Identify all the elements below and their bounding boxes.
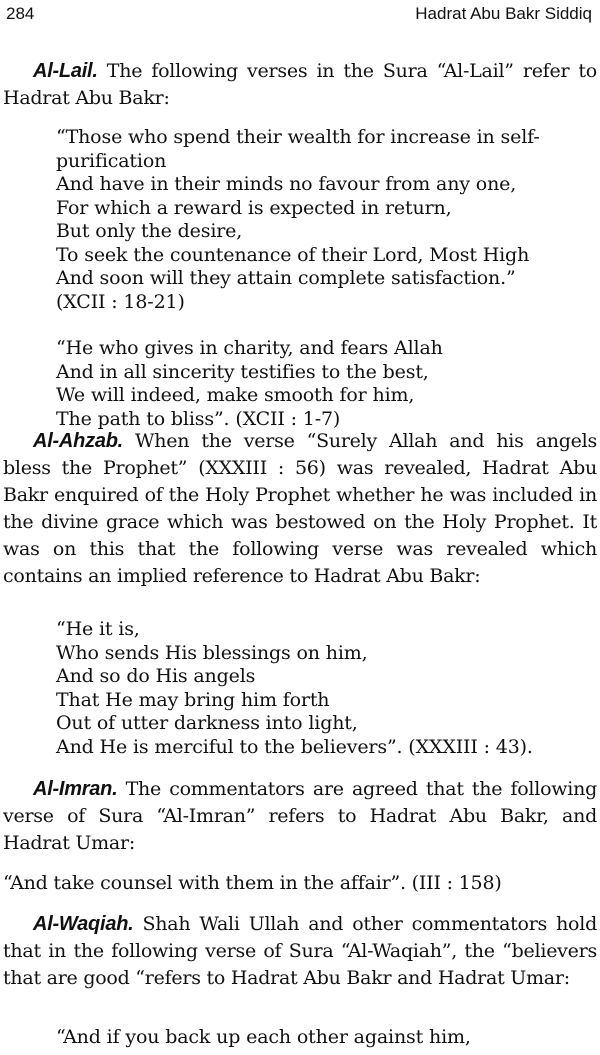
verse-line: Who sends His blessings on him, bbox=[56, 641, 368, 664]
verse-line: And He is merciful to the believers”. (XXXIII : 43). bbox=[56, 735, 533, 758]
page-number: 284 bbox=[6, 4, 35, 23]
verse-line: For which a reward is expected in return, bbox=[56, 196, 452, 219]
verse-line: And soon will they attain complete satisfaction.” bbox=[56, 267, 516, 289]
section-label-al-lail: Al-Lail. bbox=[33, 60, 98, 82]
section-label-al-ahzab: Al-Ahzab. bbox=[33, 430, 123, 452]
paragraph-al-ahzab bbox=[3, 428, 597, 590]
paragraph-text: Shah Wali Ullah and other commentators hold that in the following verse of Sura “Al-Waqiah”, the “believers that are good “refers to Hadrat Abu Bakr and Hadrat Umar: bbox=[3, 913, 597, 989]
paragraph-text: The following verses in the Sura “Al-Lail” refer to Hadrat Abu Bakr: bbox=[3, 60, 597, 109]
paragraph-text: When the verse “Surely Allah and his angels bless the Prophet” (XXXIII : 56) was revealed, Hadrat Abu Bakr enquired of the Holy Prophet whether he was included in the divine grace which was bestowed on the Holy Prophet. It was on this that the following verse was revealed which contains an implied reference to Hadrat Abu Bakr: bbox=[3, 430, 597, 587]
verse-line: That He may bring him forth bbox=[56, 688, 330, 711]
running-title: Hadrat Abu Bakr Siddiq bbox=[415, 4, 592, 23]
paragraph-al-imran bbox=[3, 776, 597, 857]
paragraph-al-lail bbox=[3, 58, 597, 112]
verse-line: The path to bliss”. (XCII : 1-7) bbox=[56, 407, 341, 430]
paragraph-al-waqiah bbox=[3, 911, 597, 992]
section-label-al-imran: Al-Imran. bbox=[33, 778, 118, 800]
page-header bbox=[6, 4, 592, 28]
verse-block-lail-2 bbox=[56, 337, 594, 431]
verse-citation: (XCII : 18-21) bbox=[56, 290, 185, 313]
verse-line: But only the desire, bbox=[56, 220, 243, 242]
verse-line: “He it is, bbox=[56, 618, 140, 640]
verse-line: “He who gives in charity, and fears Allah bbox=[56, 337, 443, 359]
verse-line: Out of utter darkness into light, bbox=[56, 712, 358, 734]
verse-line: We will indeed, make smooth for him, bbox=[56, 384, 415, 406]
verse-line: To seek the countenance of their Lord, Most High bbox=[56, 243, 530, 266]
verse-block-waqiah bbox=[56, 1026, 594, 1050]
verse-line: And so do His angels bbox=[56, 665, 256, 687]
quote-al-imran: “And take counsel with them in the affair”. (III : 158) bbox=[3, 872, 502, 894]
verse-line: And in all sincerity testifies to the best, bbox=[56, 360, 429, 383]
verse-line: “And if you back up each other against him, bbox=[56, 1026, 471, 1048]
verse-line: “Those who spend their wealth for increase in self- bbox=[56, 126, 540, 148]
verse-line: purification bbox=[56, 149, 167, 172]
verse-block-ahzab bbox=[56, 618, 594, 759]
section-label-al-waqiah: Al-Waqiah. bbox=[33, 913, 134, 935]
verse-line: And have in their minds no favour from any one, bbox=[56, 173, 517, 195]
verse-block-lail-1 bbox=[56, 126, 594, 314]
paragraph-text: The commentators are agreed that the following verse of Sura “Al-Imran” refers to Hadrat Abu Bakr, and Hadrat Umar: bbox=[3, 778, 597, 854]
